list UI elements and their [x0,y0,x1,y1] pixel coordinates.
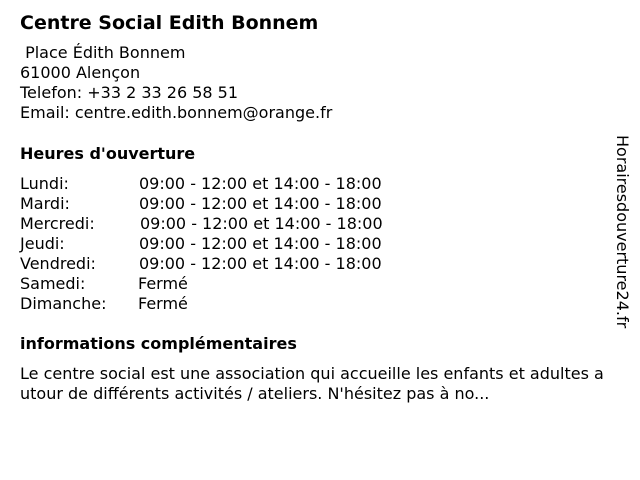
site-watermark: Horairesdouverture24.fr [613,135,632,329]
day-label: Vendredi: [20,254,96,273]
contact-block [20,43,332,123]
day-label: Mercredi: [20,214,95,233]
city-line: 61000 Alençon [20,63,141,82]
time-value: Fermé [138,294,188,313]
time-value: Fermé [138,274,188,293]
hours-row-monday [20,174,440,194]
time-value: 09:00 - 12:00 et 14:00 - 18:00 [139,254,382,273]
time-value: 09:00 - 12:00 et 14:00 - 18:00 [139,194,382,213]
hours-row-friday [20,254,440,274]
day-label: Mardi: [20,194,70,213]
time-value: 09:00 - 12:00 et 14:00 - 18:00 [140,214,383,233]
opening-hours-list [20,174,440,314]
description-text: Le centre social est une association qui accueille les enfants et adultes autour de différents activités / ateliers. N'hésitez pas à no... [20,364,604,403]
phone-line: Telefon: +33 2 33 26 58 51 [20,83,239,102]
day-label: Dimanche: [20,294,107,313]
day-label: Samedi: [20,274,86,293]
time-value: 09:00 - 12:00 et 14:00 - 18:00 [139,234,382,253]
address-line: Place Édith Bonnem [20,43,186,62]
time-value: 09:00 - 12:00 et 14:00 - 18:00 [139,174,382,193]
hours-row-sunday [20,294,440,314]
day-label: Jeudi: [20,234,65,253]
day-label: Lundi: [20,174,69,193]
opening-hours-heading: Heures d'ouverture [20,144,196,163]
hours-row-thursday [20,234,440,254]
hours-row-tuesday [20,194,440,214]
email-line: Email: centre.edith.bonnem@orange.fr [20,103,333,122]
additional-info-heading: informations complémentaires [20,334,297,353]
hours-row-saturday [20,274,440,294]
hours-row-wednesday [20,214,440,234]
page-title: Centre Social Edith Bonnem [20,12,319,34]
